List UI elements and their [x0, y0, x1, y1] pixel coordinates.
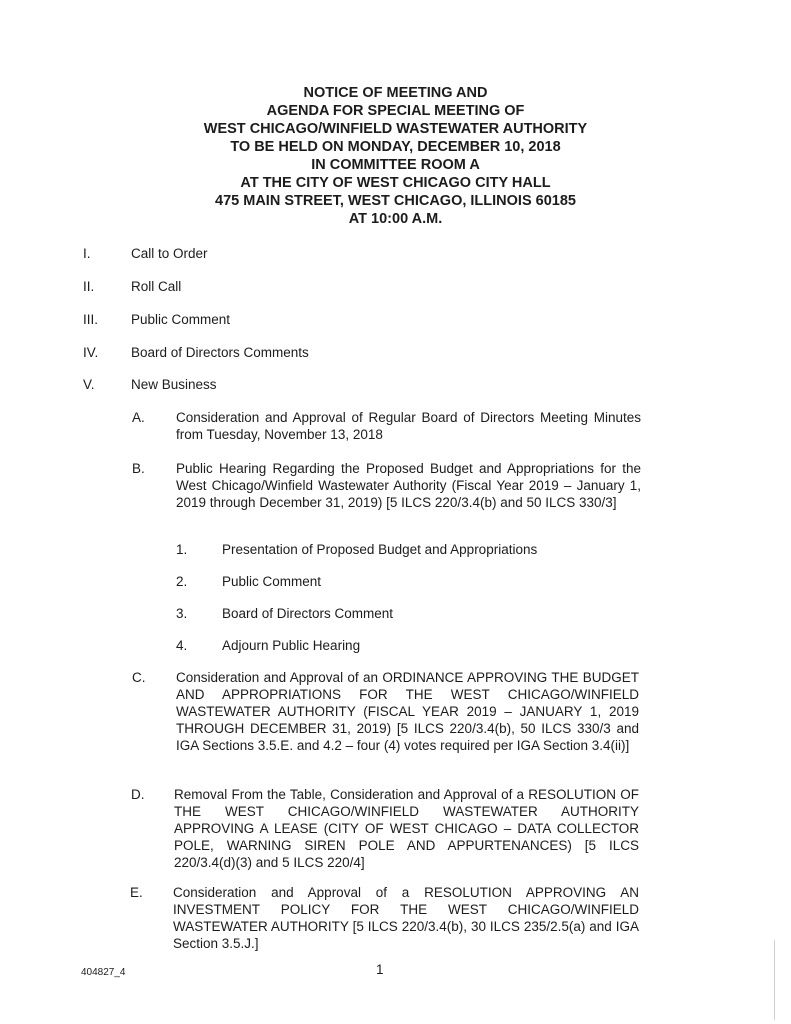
item-text: Roll Call	[131, 279, 182, 294]
step-number: 4.	[176, 638, 188, 653]
document-code: 404827_4	[81, 967, 126, 978]
item-text: Consideration and Approval of a RESOLUTION APPROVING AN INVESTMENT POLICY FOR THE WEST CHICAGO/WINFIELD WASTEWATER AUTHORITY [5 ILCS 220/3.4(b), 30 ILCS 235/2.5(a) and IGA Section 3.5.J.]	[173, 885, 639, 951]
item-number: II.	[83, 279, 95, 294]
step-text: Adjourn Public Hearing	[222, 638, 361, 653]
item-text: New Business	[131, 377, 217, 392]
item-letter: E.	[130, 885, 143, 900]
item-letter: C.	[132, 670, 146, 685]
heading-line: AT THE CITY OF WEST CHICAGO CITY HALL	[240, 175, 551, 191]
item-text: Board of Directors Comments	[131, 345, 309, 360]
step-text: Board of Directors Comment	[222, 606, 394, 621]
item-letter: A.	[132, 410, 145, 425]
item-text: Removal From the Table, Consideration and Approval of a RESOLUTION OF THE WEST CHICAGO/WINFIELD WASTEWATER AUTHORITY APPROVING A LEASE (CITY OF WEST CHICAGO – DATA COLLECTOR POLE, WARNING SIREN POLE AND APPURTENANCES) [5 ILCS 220/3.4(d)(3) and 5 ILCS 220/4]	[174, 787, 639, 870]
item-number: I.	[83, 246, 91, 261]
item-letter: B.	[132, 461, 145, 476]
heading-line: WEST CHICAGO/WINFIELD WASTEWATER AUTHORITY	[203, 121, 588, 137]
step-text: Presentation of Proposed Budget and Appropriations	[222, 542, 538, 557]
scan-edge-line	[774, 940, 775, 1020]
heading-line: TO BE HELD ON MONDAY, DECEMBER 10, 2018	[230, 139, 561, 155]
page-number: 1	[376, 962, 384, 977]
item-text: Public Comment	[131, 312, 231, 327]
item-text: Consideration and Approval of Regular Board of Directors Meeting Minutes from Tuesday, November 13, 2018	[176, 410, 641, 442]
heading-line: AGENDA FOR SPECIAL MEETING OF	[266, 103, 525, 119]
step-number: 1.	[176, 542, 188, 557]
step-number: 3.	[176, 606, 188, 621]
heading-line: IN COMMITTEE ROOM A	[311, 157, 480, 173]
heading-line: AT 10:00 A.M.	[348, 211, 443, 227]
item-number: IV.	[83, 345, 99, 360]
heading-line: 475 MAIN STREET, WEST CHICAGO, ILLINOIS 60185	[215, 193, 576, 209]
item-text: Consideration and Approval of an ORDINANCE APPROVING THE BUDGET AND APPROPRIATIONS FOR THE WEST CHICAGO/WINFIELD WASTEWATER AUTHORITY (FISCAL YEAR 2019 – JANUARY 1, 2019 THROUGH DECEMBER 31, 2019) [5 ILCS 220/3.4(b), 50 ILCS 330/3 and IGA Sections 3.5.E. and 4.2 – four (4) votes required per IGA Section 3.4(ii)]	[176, 670, 639, 753]
item-letter: D.	[131, 787, 145, 802]
meeting-notice-heading	[0, 84, 791, 228]
step-text: Public Comment	[222, 574, 322, 589]
item-text: Call to Order	[131, 246, 208, 261]
step-number: 2.	[176, 574, 188, 589]
item-number: V.	[83, 377, 95, 392]
heading-line: NOTICE OF MEETING AND	[303, 85, 488, 101]
item-text: Public Hearing Regarding the Proposed Budget and Appropriations for the West Chicago/Winfield Wastewater Authority (Fiscal Year 2019 – January 1, 2019 through December 31, 2019) [5 ILCS 220/3.4(b) and 50 ILCS 330/3]	[176, 461, 641, 510]
item-number: III.	[83, 312, 99, 327]
